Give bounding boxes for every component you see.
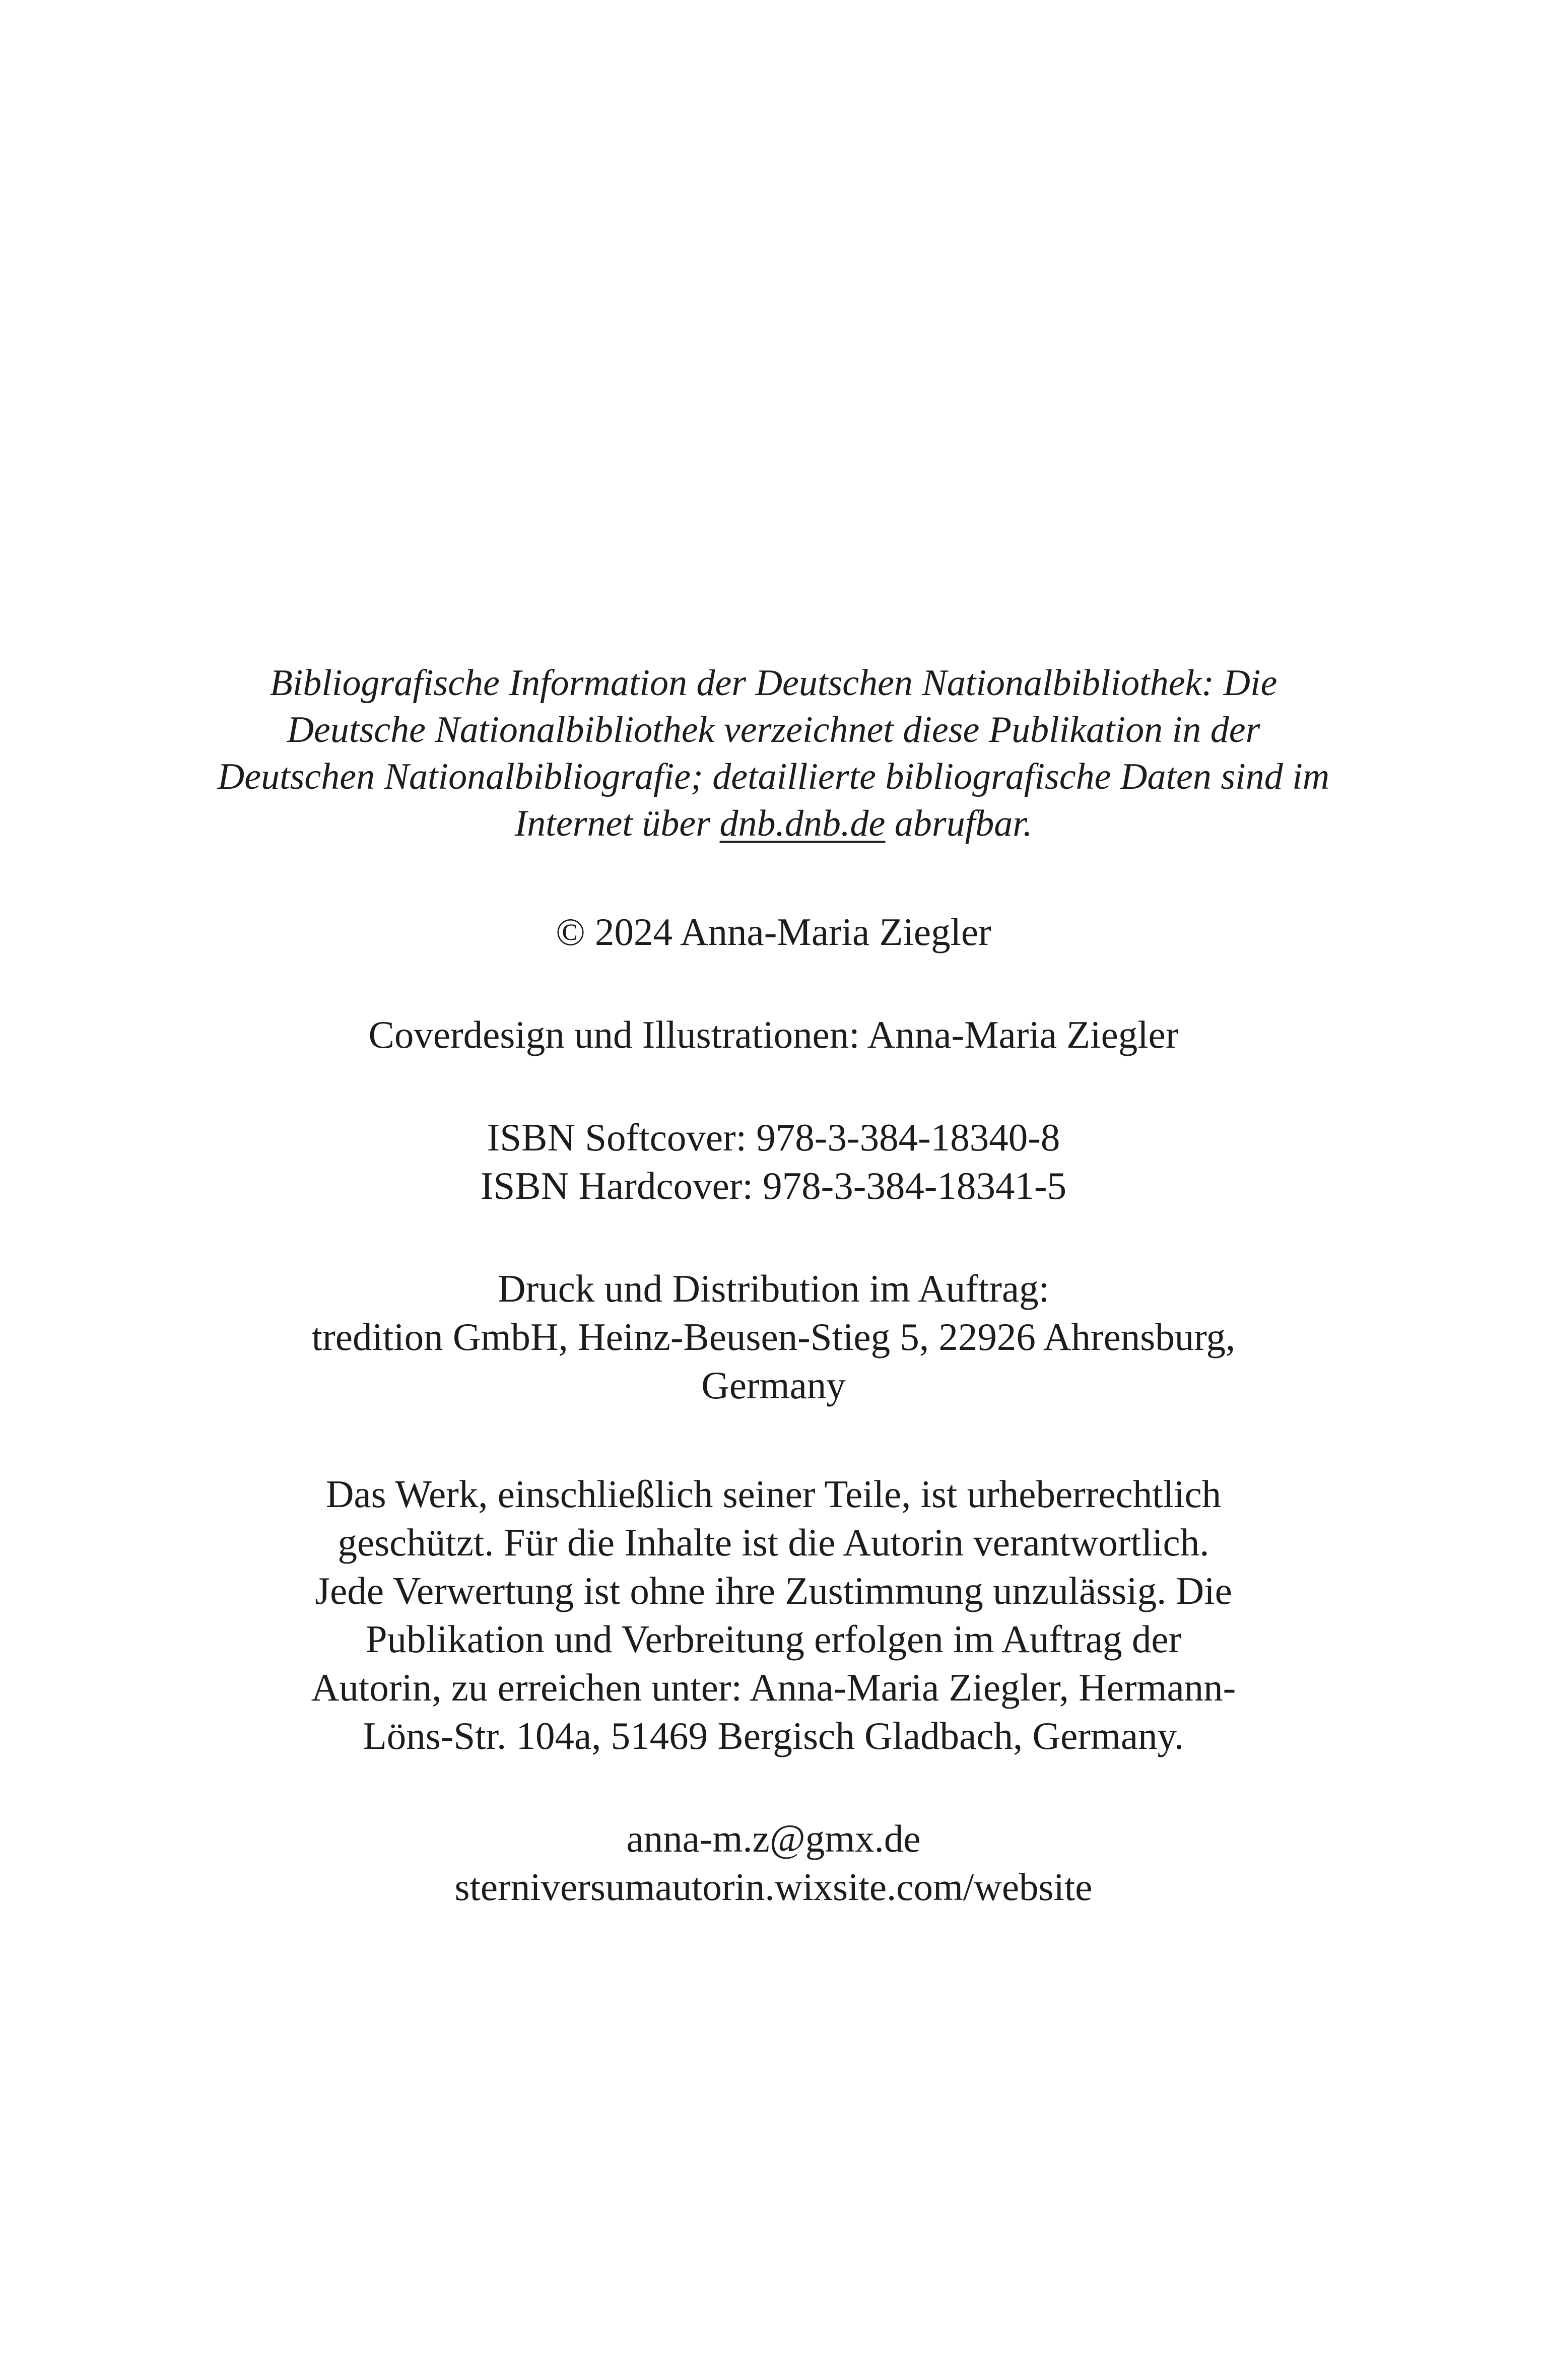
copyright-notice: [0, 908, 1547, 956]
rights-notice: [0, 1470, 1547, 1760]
copyright-text: © 2024 Anna-Maria Ziegler: [556, 910, 991, 954]
rights-line: Autorin, zu erreichen unter: Anna-Maria Ziegler, Hermann-: [311, 1666, 1236, 1709]
biblio-line: [0, 800, 1547, 847]
cover-credit-text: Coverdesign und Illustrationen: Anna-Maria Ziegler: [368, 1013, 1179, 1056]
bibliographic-note: [0, 660, 1547, 847]
distribution-block: [0, 1264, 1547, 1409]
rights-line: geschützt. Für die Inhalte ist die Autorin verantwortlich.: [338, 1521, 1209, 1564]
distribution-line: Germany: [701, 1364, 846, 1407]
isbn-hardcover: ISBN Hardcover: 978-3-384-18341-5: [480, 1164, 1067, 1207]
contact-block: [0, 1814, 1547, 1911]
dnb-link[interactable]: dnb.dnb.de: [719, 803, 886, 844]
biblio-line: Deutschen Nationalbibliografie; detaillierte bibliografische Daten sind im: [217, 756, 1330, 797]
rights-line: Das Werk, einschließlich seiner Teile, ist urheberrechtlich: [325, 1472, 1222, 1516]
distribution-line: Druck und Distribution im Auftrag:: [498, 1267, 1049, 1310]
rights-line: Löns-Str. 104a, 51469 Bergisch Gladbach, Germany.: [363, 1714, 1184, 1757]
contact-email: anna-m.z@gmx.de: [626, 1817, 921, 1860]
biblio-text: Internet über: [514, 803, 720, 844]
contact-website: sterniversumautorin.wixsite.com/website: [454, 1865, 1093, 1909]
imprint-page: [0, 660, 1547, 1911]
rights-line: Jede Verwertung ist ohne ihre Zustimmung unzulässig. Die: [315, 1569, 1232, 1612]
distribution-line: tredition GmbH, Heinz-Beusen-Stieg 5, 22926 Ahrensburg,: [311, 1315, 1236, 1358]
biblio-line: Deutsche Nationalbibliothek verzeichnet diese Publikation in der: [287, 709, 1260, 751]
isbn-softcover: ISBN Softcover: 978-3-384-18340-8: [487, 1116, 1060, 1159]
rights-line: Publikation und Verbreitung erfolgen im Auftrag der: [365, 1617, 1182, 1661]
biblio-line: Bibliografische Information der Deutschen Nationalbibliothek: Die: [270, 662, 1277, 704]
cover-credit: [0, 1010, 1547, 1059]
biblio-text: abrufbar.: [885, 803, 1033, 844]
isbn-block: [0, 1113, 1547, 1210]
